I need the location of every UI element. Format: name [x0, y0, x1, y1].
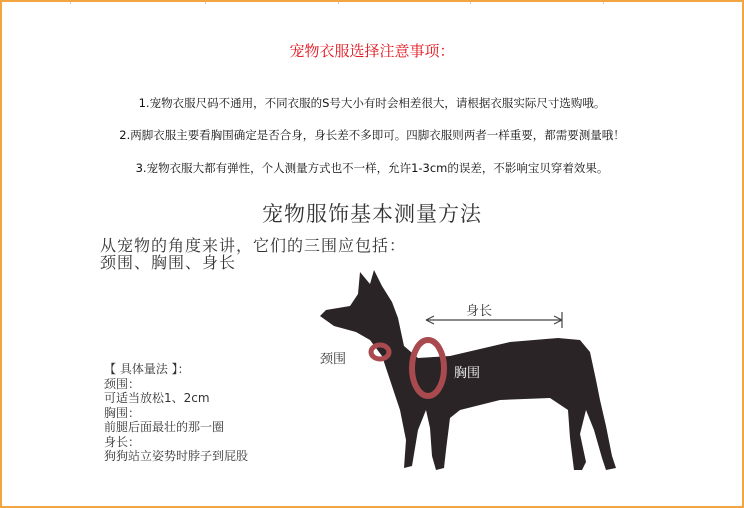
label-neck: 颈围 [320, 352, 347, 367]
notice-title: 宠物衣服选择注意事项： [289, 42, 455, 60]
method-line: 胸围： [104, 405, 141, 420]
notice-item-1: 1.宠物衣服尺码不通用，不同衣服的S号大小有时会相差很大，请根据衣服实际尺寸选购哦。 [138, 96, 606, 110]
guide-intro-line2: 颈围、胸围、身长 [100, 253, 237, 272]
method-line: 身长： [104, 434, 141, 449]
guide-heading: 宠物服饰基本测量方法 [262, 202, 482, 226]
measure-method [104, 362, 248, 464]
label-chest: 胸围 [454, 366, 481, 381]
method-line: 颈围： [104, 376, 141, 391]
notice-item-2: 2.两脚衣服主要看胸围确定是否合身，身长差不多即可。四脚衣服则两者一样重要，都需要测量哦！ [119, 128, 625, 142]
method-line: 狗狗站立姿势时脖子到屁股 [104, 449, 249, 463]
method-line: 前腿后面最壮的那一圈 [104, 420, 225, 434]
notice-item-3: 3.宠物衣服大都有弹性，个人测量方式也不一样，允许1-3cm的误差，不影响宝贝穿着效果。 [135, 161, 609, 175]
method-line: 可适当放松1、2cm [104, 391, 210, 405]
method-line: 【 具体量法 】： [104, 362, 190, 376]
label-length: 身长 [466, 304, 493, 319]
guide-intro-line1: 从宠物的角度来讲，它们的三围应包括： [100, 236, 407, 255]
